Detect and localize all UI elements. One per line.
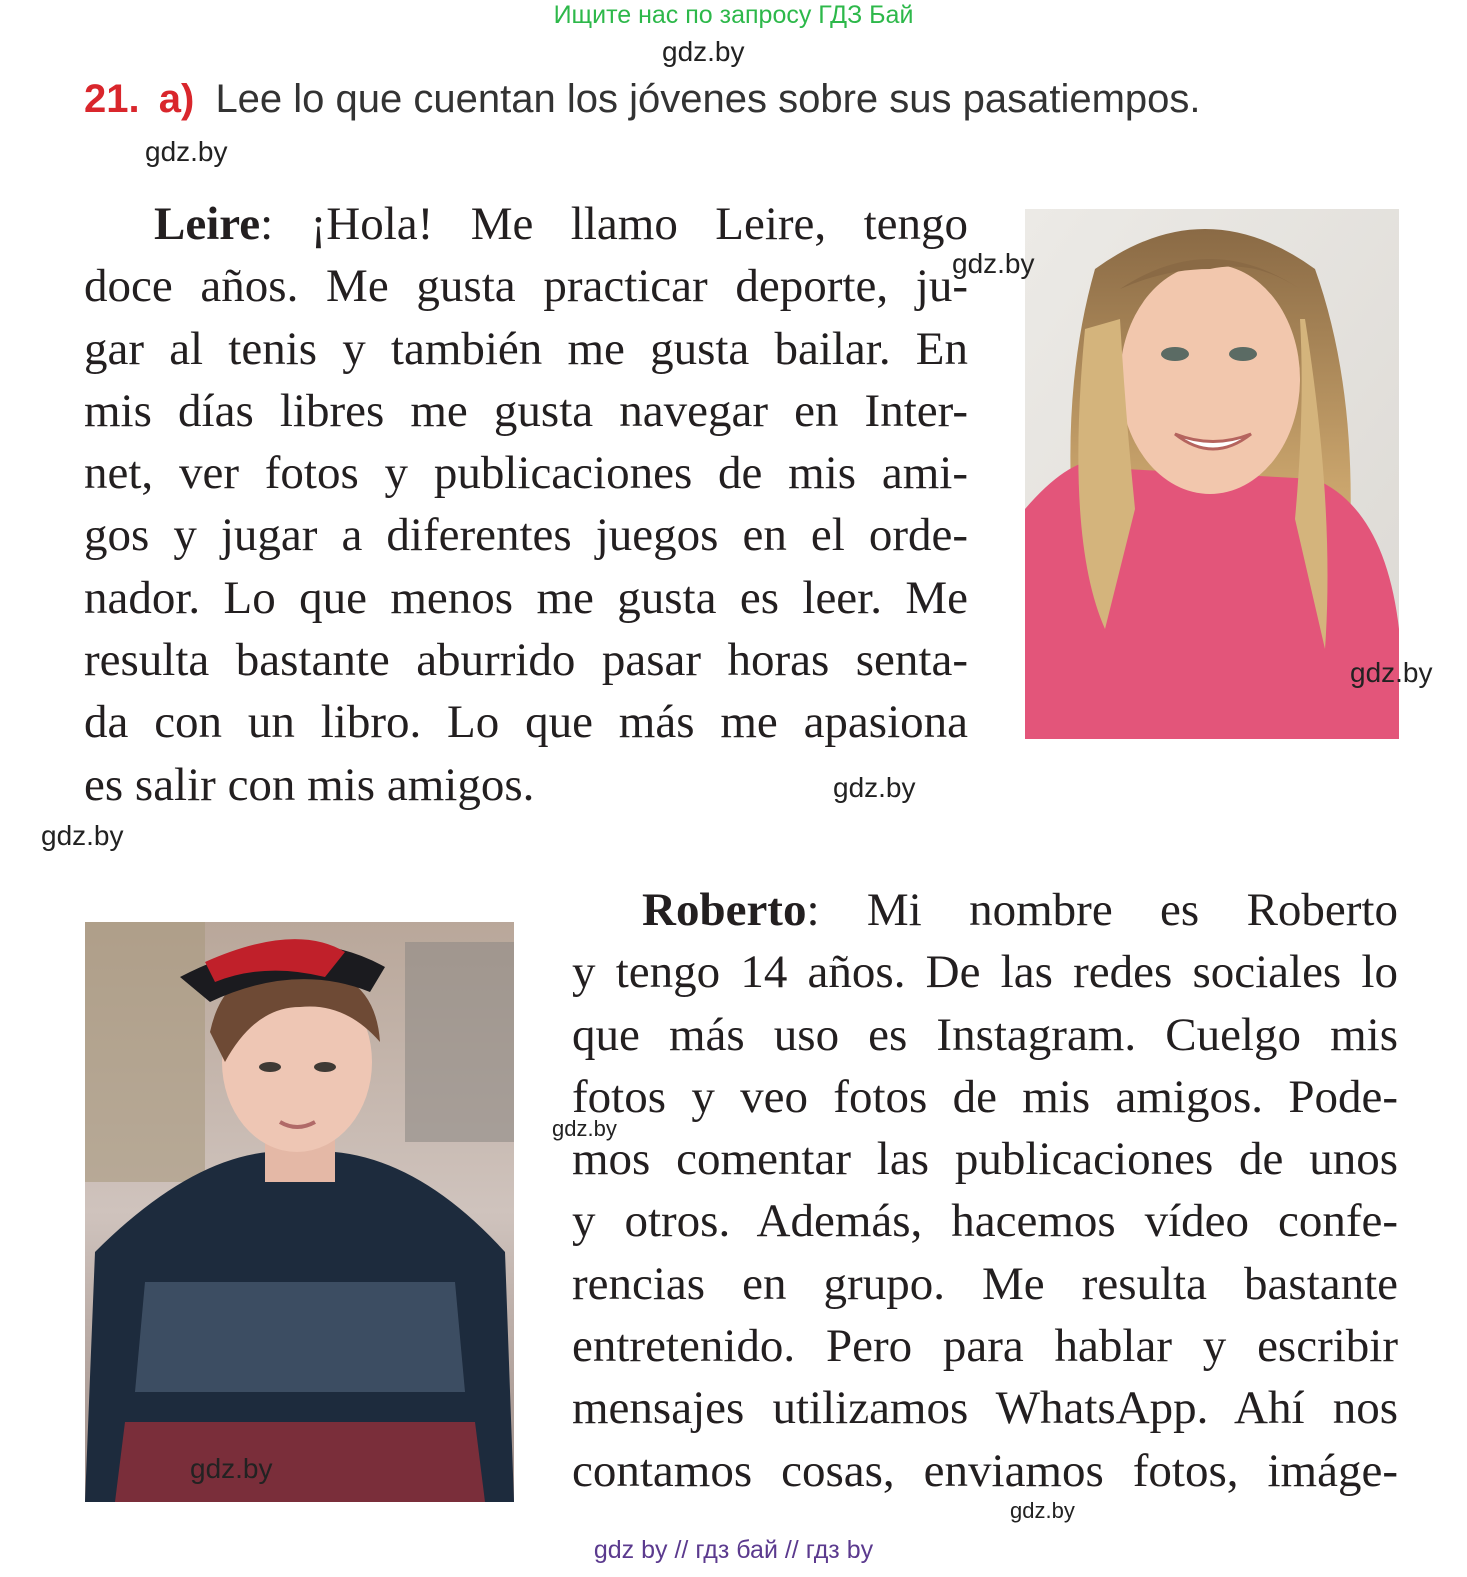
exercise-number: 21. xyxy=(84,77,140,121)
leire-line: mis días libres me gusta navegar en Inter- xyxy=(84,384,968,437)
leire-line: gos y jugar a diferentes juegos en el orde- xyxy=(84,509,968,562)
leire-photo xyxy=(1025,209,1399,739)
watermark: gdz.by xyxy=(190,1453,273,1484)
watermark: gdz.by xyxy=(1010,1498,1075,1523)
roberto-line: y otros. Además, hacemos vídeo confe- xyxy=(572,1195,1398,1248)
roberto-line: y tengo 14 años. De las redes sociales lo xyxy=(572,946,1398,999)
watermark: gdz.by xyxy=(833,772,916,803)
roberto-line-1: Roberto: Mi nombre es Roberto xyxy=(642,884,1398,936)
roberto-paragraph xyxy=(572,879,1398,1502)
top-banner: Ищите нас по запросу ГДЗ Бай xyxy=(553,1,914,29)
leire-line: nador. Lo que menos me gusta es leer. Me xyxy=(84,571,968,624)
watermark: gdz.by xyxy=(552,1116,617,1141)
watermark: gdz.by xyxy=(1350,657,1433,688)
footer-watermark: gdz by // гдз бай // гдз by xyxy=(593,1536,874,1564)
leire-line: doce años. Me gusta practicar deporte, ju- xyxy=(84,260,968,313)
leire-paragraph xyxy=(84,193,968,816)
roberto-line: que más uso es Instagram. Cuelgo mis xyxy=(572,1008,1398,1061)
roberto-line: mos comentar las publicaciones de unos xyxy=(572,1133,1398,1186)
watermark: gdz.by xyxy=(145,136,228,167)
leire-line: gar al tenis y también me gusta bailar. En xyxy=(84,322,968,375)
roberto-line: rencias en grupo. Me resulta bastante xyxy=(572,1257,1398,1310)
roberto-photo xyxy=(85,922,514,1502)
leire-line: net, ver fotos y publicaciones de mis ami- xyxy=(84,447,968,500)
exercise-instruction: Lee lo que cuentan los jóvenes sobre sus pasatiempos. xyxy=(215,77,1201,121)
exercise-heading xyxy=(84,74,1201,124)
watermark: gdz.by xyxy=(952,248,1035,279)
leire-line: da con un libro. Lo que más me apasiona xyxy=(84,696,968,749)
exercise-sub: a) xyxy=(158,77,195,121)
leire-name: Leire xyxy=(154,198,261,250)
roberto-name: Roberto xyxy=(642,884,807,936)
roberto-line: fotos y veo fotos de mis amigos. Pode- xyxy=(572,1070,1398,1123)
leire-line: es salir con mis amigos. xyxy=(84,758,535,811)
roberto-line: contamos cosas, enviamos fotos, imáge- xyxy=(572,1444,1398,1497)
roberto-line: entretenido. Pero para hablar y escribir xyxy=(572,1320,1398,1373)
watermark: gdz.by xyxy=(662,36,745,67)
roberto-line: mensajes utilizamos WhatsApp. Ahí nos xyxy=(572,1382,1398,1435)
watermark: gdz.by xyxy=(41,820,124,851)
leire-line: resulta bastante aburrido pasar horas senta- xyxy=(84,634,968,687)
leire-line-1: Leire: ¡Hola! Me llamo Leire, tengo xyxy=(154,198,968,250)
